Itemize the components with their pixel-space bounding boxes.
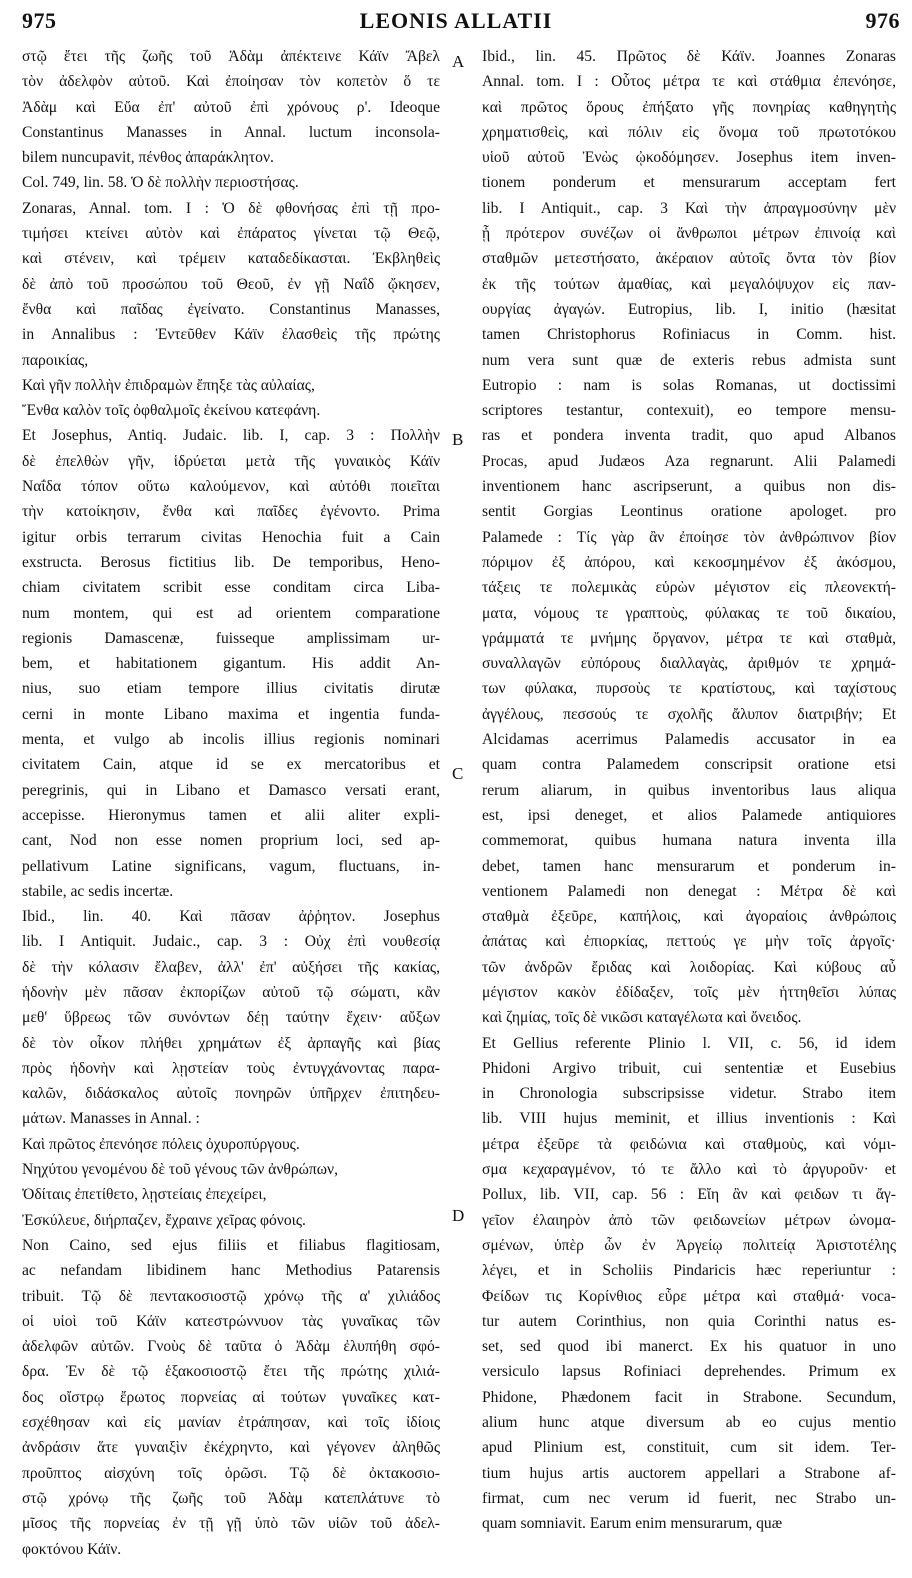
text-line: τιμήσει κτείνει αὐτὸν καὶ ἐπάρατος γίνεται τῷ Θεῷ, bbox=[22, 225, 440, 243]
text-line: σταθμῶν μετεστήσατο, ἀκέραιον αὐτοῖς ὄντα τὸν βίον bbox=[482, 250, 896, 268]
text-line: Ibid., lin. 40. Καὶ πᾶσαν ἀῤῥητον. Josephus bbox=[22, 908, 440, 926]
text-line: εσχέθησαν καὶ εἰς μανίαν ἐτράπησαν, καὶ τοῖς ἰδίοις bbox=[22, 1414, 440, 1432]
text-line: tamen Christophorus Rofiniacus in Comm. hist. bbox=[482, 326, 896, 344]
text-line: regionis Damascenæ, fuisseque amplissimam ur- bbox=[22, 629, 440, 647]
text-line: Καὶ γῆν πολλὴν ἐπιδραμὼν ἔπηξε τὰς αὐλαίας, bbox=[22, 376, 315, 394]
text-line: civitatem Cain, atque id se ex mercatoribus et bbox=[22, 756, 440, 774]
text-line: γεῖον ἐλαιηρὸν ἀπὸ τῶν φειδωνείων μέτρων ὠνομα- bbox=[482, 1211, 896, 1229]
text-line: bem, et habitationem gigantum. His addit An- bbox=[22, 655, 440, 673]
text-line: ματα, νόμους τε γραπτοὺς, φύλακας τε τοῦ δικαίου, bbox=[482, 604, 896, 622]
text-line: Φείδων τις Κορίνθιος εὗρε μέτρα καὶ σταθμά· voca- bbox=[482, 1287, 896, 1305]
text-line: δρα. Ἐν δὲ τῷ ἑξακοσιοστῷ ἔτει τῆς πρώτης χιλιά- bbox=[22, 1363, 440, 1381]
text-line: versiculo lapsus Rofiniaci deprehendes. Primum ex bbox=[482, 1363, 896, 1381]
text-line: num montem, qui est ad orientem comparatione bbox=[22, 604, 440, 622]
text-line: ἀνδράσιν ἅτε γυναιξὶν ἐκέχρηντο, καὶ γέγονεν ἀληθῶς bbox=[22, 1439, 440, 1457]
text-line: Ἀδὰμ καὶ Εὔα ἐπ' αὐτοῦ ἐπὶ χρόνους ρ'. Ideoque bbox=[22, 98, 440, 116]
text-line: bilem nuncupavit, πένθος ἀπαράκλητον. bbox=[22, 149, 274, 167]
text-line: πρὸς ἡδονὴν καὶ λῃστείαν τοὺς ἐντυγχάνοντας παρα- bbox=[22, 1059, 440, 1077]
text-line: cant, Nod non esse nomen proprium loci, sed ap- bbox=[22, 832, 440, 850]
text-line: των φύλακα, πυρσοὺς τε κρατίστους, καὶ ταχίστους bbox=[482, 680, 896, 698]
text-line: Alcidamas acerrimus Palamedis accusator in ea bbox=[482, 731, 896, 749]
text-line: set, sed quod ibi manerct. Ex his quatuor in uno bbox=[482, 1338, 896, 1356]
text-line: παροικίας, bbox=[22, 351, 89, 369]
text-line: Constantinus Manasses in Annal. luctum inconsola- bbox=[22, 123, 440, 141]
text-line: cerni in monte Libano maxima et ingentia funda- bbox=[22, 705, 440, 723]
page-number-left: 975 bbox=[22, 8, 57, 33]
text-line: sentit Gorgias Leontinus oratione apologet. pro bbox=[482, 503, 896, 521]
text-line: Zonaras, Annal. tom. I : Ὁ δὲ φθονήσας ἐπὶ τῇ προ- bbox=[22, 199, 440, 217]
text-line: pellativum Latine significans, vagum, fluctuans, in- bbox=[22, 857, 440, 875]
text-line: ἡδονὴν μὲν πᾶσαν ἐκπορίζων αὐτοῦ τῷ σώματι, κἂν bbox=[22, 983, 440, 1001]
right-column bbox=[482, 44, 896, 1537]
text-line: alium hunc atque diversum ab eo cujus mentio bbox=[482, 1414, 896, 1432]
text-line: φοκτόνου Κάϊν. bbox=[22, 1540, 122, 1558]
text-line: Ναΐδα τόπον οὕτω καλούμενον, καὶ αὐτόθι ποιεῖται bbox=[22, 478, 440, 496]
text-line: Καὶ πρῶτος ἐπενόησε πόλεις ὀχυροπύργους. bbox=[22, 1135, 300, 1153]
text-line: exstructa. Berosus fictitius lib. De temporibus, Heno- bbox=[22, 553, 440, 571]
text-line: δὲ ἀπὸ τοῦ προσώπου τοῦ Θεοῦ, ἐν γῇ Ναΐδ ᾤκησεν, bbox=[22, 275, 440, 293]
text-line: debet, tamen hanc mensurarum et ponderum in- bbox=[482, 857, 896, 875]
text-line: Col. 749, lin. 58. Ὁ δὲ πολλὴν περιοστήσας. bbox=[22, 174, 299, 192]
text-line: lib. VIII hujus meminit, et illius inventionis : Καὶ bbox=[482, 1110, 896, 1128]
text-line: ventionem Palamedi non denegat : Μέτρα δὲ καὶ bbox=[482, 882, 896, 900]
text-line: μεθ' ὕβρεως τῶν συνόντων δέῃ ταύτην ἔχειν· αὔξων bbox=[22, 1009, 440, 1027]
text-line: quam somniavit. Earum enim mensurarum, quæ bbox=[482, 1515, 783, 1533]
text-line: καλῶν, διδάσκαλος αὐτοῖς πονηρῶν ὑπῆρχεν ἐπιτηδευ- bbox=[22, 1085, 440, 1103]
text-line: λέγει, et in Scholiis Pindaricis hæc reperiuntur : bbox=[482, 1262, 896, 1280]
section-marker-a: A bbox=[452, 52, 465, 71]
text-line: Ibid., lin. 45. Πρῶτος δὲ Κάϊν. Joannes Zonaras bbox=[482, 48, 896, 65]
text-line: μάτων. Manasses in Annal. : bbox=[22, 1110, 200, 1128]
text-line: δος οἴστρῳ ἔρωτος πορνείας αἱ τούτων γυναῖκες κατ- bbox=[22, 1388, 440, 1406]
text-line: Non Caino, sed ejus filiis et filiabus flagitiosam, bbox=[22, 1236, 440, 1254]
text-line: υἱοῦ αὐτοῦ Ἐνὼς ᾠκοδόμησεν. Josephus item inven- bbox=[482, 149, 896, 167]
text-line: δὲ ἐπελθὼν γῆν, ἱδρύεται μετὰ τῆς γυναικὸς Κάϊν bbox=[22, 452, 440, 470]
text-line: στῷ ἔτει τῆς ζωῆς τοῦ Ἀδὰμ ἀπέκτεινε Κάϊν Ἄβελ bbox=[22, 48, 440, 65]
text-line: δὲ τὸν οἶκον πλήθει χρημάτων ἐξ ἁρπαγῆς καὶ βίας bbox=[22, 1034, 440, 1052]
text-line: καὶ στένειν, καὶ τρέμειν καταδεδίκασται. Ἐκβληθεὶς bbox=[22, 250, 440, 268]
text-line: in Chronologia subscripsisse videtur. Strabo item bbox=[482, 1085, 896, 1103]
text-line: σταθμὰ ἐξεῦρε, καπήλοις, καὶ ἀγοραίοις ἀνθρώποις bbox=[482, 908, 896, 926]
text-line: in Annalibus : Ἐντεῦθεν Κάϊν ἐλασθεὶς τῆς πρώτης bbox=[22, 326, 440, 344]
text-line: χρηματισθεὶς, καὶ πόλιν εἰς ὄνομα τοῦ πρωτοτόκου bbox=[482, 123, 896, 141]
text-line: Et Gellius referente Plinio l. VII, c. 56, id idem bbox=[482, 1034, 896, 1052]
text-line: stabile, ac sedis incertæ. bbox=[22, 882, 174, 900]
section-marker-d: D bbox=[452, 1206, 465, 1225]
text-line: firmat, cum nec verum id fuerit, nec Strabo un- bbox=[482, 1489, 896, 1507]
text-line: Νηχύτου γενομένου δὲ τοῦ γένους τῶν ἀνθρώπων, bbox=[22, 1161, 338, 1179]
text-line: nius, suo etiam tempore illius civitatis dirutæ bbox=[22, 680, 440, 698]
left-column bbox=[22, 44, 440, 1562]
text-line: lib. I Antiquit. Judaic., cap. 3 : Οὐχ ἐπὶ νουθεσίᾳ bbox=[22, 933, 440, 951]
text-line: μῖσος τῆς πορνείας ἐν τῇ γῇ ὑπὸ τῶν υἱῶν τοῦ ἀδελ- bbox=[22, 1515, 440, 1533]
text-line: καὶ ζημίας, τοῖς δὲ νικῶσι καταγέλωτα καὶ ὄνειδος. bbox=[482, 1009, 802, 1027]
text-line: apud Plinium est, constituit, cum sit idem. Ter- bbox=[482, 1439, 896, 1457]
text-line: Phidoni Argivo tribuit, cui sententiæ et Eusebius bbox=[482, 1059, 896, 1077]
text-line: οἱ υἱοὶ τοῦ Κάϊν κατεστρώννυον τὰς γυναῖκας τῶν bbox=[22, 1312, 440, 1330]
text-line: συναλλαγῶν εὐπόρους διαλλαγὰς, ἀριθμόν τε χρημά- bbox=[482, 655, 896, 673]
text-line: igitur orbis terrarum civitas Henochia fuit a Cain bbox=[22, 528, 440, 546]
text-line: τάξεις τε πολεμικὰς εὑρὼν μέγιστον εἰς πλεονεκτή- bbox=[482, 579, 896, 597]
text-line: Ὀδίταις ἐπετίθετο, λῃστείαις ἐπεχείρει, bbox=[22, 1186, 267, 1204]
text-line: γράμματά τε μνήμης ὄργανον, μέτρα τε καὶ σταθμὰ, bbox=[482, 629, 896, 647]
text-line: μέγιστον κακὸν ἐδίδαξεν, τοῖς μὲν ἡττηθεῖσι λύπας bbox=[482, 983, 896, 1001]
text-line: δὲ τὴν κόλασιν ἔλαβεν, ἀλλ' ἐπ' αὐξήσει τῆς κακίας, bbox=[22, 958, 440, 976]
text-line: ουργίας ἀγαγών. Eutropius, lib. I, initio (hæsitat bbox=[482, 300, 896, 318]
text-line: ac nefandam libidinem hanc Methodius Patarensis bbox=[22, 1262, 440, 1280]
text-line: στῷ χρόνῳ τῆς ζωῆς τοῦ Ἀδὰμ κατεπλάτυνε τὸ bbox=[22, 1489, 440, 1507]
text-line: καὶ πρῶτος ὅρους ἐπήξατο γῆς πονηρίας καθηγητὴς bbox=[482, 98, 896, 116]
text-line: πόριμον ἐξ ἀπόρου, καὶ κεκοσμημένον ἐξ ἀκόσμου, bbox=[482, 553, 896, 571]
text-line: tribuit. Τῷ δὲ πεντακοσιοστῷ χρόνῳ τῆς α' χιλιάδος bbox=[22, 1287, 440, 1305]
section-marker-c: C bbox=[452, 764, 464, 783]
text-line: τῶν ἀνδρῶν ἔριδας καὶ λοιδορίας. Καὶ κύβους αὖ bbox=[482, 958, 896, 976]
text-line: μέτρα ἐξεῦρε τὰ φειδώνια καὶ σταθμοὺς, καὶ νόμι- bbox=[482, 1135, 896, 1153]
text-line: ἀδελφῶν αὐτῶν. Γνοὺς δὲ ταῦτα ὁ Ἀδὰμ ἐλυπήθη σφό- bbox=[22, 1338, 440, 1356]
page-header bbox=[0, 0, 912, 40]
text-line: tionem ponderum et mensurarum acceptam fert bbox=[482, 174, 896, 192]
section-marker-b: B bbox=[452, 430, 464, 449]
running-title: LEONIS ALLATII bbox=[359, 8, 553, 33]
page-number-right: 976 bbox=[865, 8, 900, 33]
text-line: Eutropio : nam is solas Romanas, ut doctissimi bbox=[482, 376, 896, 394]
text-line: τὸν ἀδελφὸν αὐτοῦ. Καὶ ἐποίησαν τὸν κοπετὸν ὅ τε bbox=[22, 73, 440, 91]
text-line: accepisse. Hieronymus tamen et alii aliter expli- bbox=[22, 806, 440, 824]
text-line: ἀπάτας καὶ ἐπιορκίας, πεττούς γε μὴν τοῖς ἀργοῖς· bbox=[482, 933, 896, 951]
text-line: ἔνθα καὶ παῖδας ἐγείνατο. Constantinus Manasses, bbox=[22, 300, 440, 318]
text-line: menta, et vulgo ab incolis illius regionis nominari bbox=[22, 731, 440, 749]
text-line: ras et pondera inventa tradit, quo apud Albanos bbox=[482, 427, 896, 445]
text-line: Annal. tom. I : Οὗτος μέτρα τε καὶ στάθμια ἐπενόησε, bbox=[482, 73, 896, 91]
text-line: προῦπτος αἰσχύνη τοῖς ὁρῶσι. Τῷ δὲ ὀκτακοσιο- bbox=[22, 1464, 440, 1482]
text-line: inventionem hanc ascripserunt, a quibus non dis- bbox=[482, 478, 896, 496]
text-line: tium hujus artis auctorem appellari a Strabone af- bbox=[482, 1464, 896, 1482]
text-line: Phidone, Phædonem facit in Strabone. Secundum, bbox=[482, 1388, 896, 1406]
text-line: ἐκ τῆς τούτων ἀμαθίας, καὶ μεγαλόψυχον εἰς παν- bbox=[482, 275, 896, 293]
text-line: Palamede : Τίς γὰρ ἂν ἐποίησε τὸν ἀνθρώπινον βίον bbox=[482, 528, 896, 546]
text-line: num vera sunt quæ de exteris rebus admista sunt bbox=[482, 351, 896, 369]
text-line: Ἐσκύλευε, διήρπαζεν, ἔχραινε χεῖρας φόνοις. bbox=[22, 1211, 306, 1229]
text-line: Procas, apud Judæos Aza regnarunt. Alii Palamedi bbox=[482, 452, 896, 470]
text-line: tur autem Corinthius, non quia Corinthi natus es- bbox=[482, 1312, 896, 1330]
text-line: commemorat, quibus humana natura inventa illa bbox=[482, 832, 896, 850]
text-line: σμα κεχαραγμένον, τό τε ἄλλο καὶ τὸ ἀργυροῦν· et bbox=[482, 1161, 896, 1179]
text-line: Et Josephus, Antiq. Judaic. lib. I, cap. 3 : Πολλὴν bbox=[22, 427, 440, 445]
text-line: Pollux, lib. VII, cap. 56 : Εἴη ἂν καὶ φειδων τι ἄγ- bbox=[482, 1186, 896, 1204]
text-line: lib. I Antiquit., cap. 3 Καὶ τὴν ἀπραγμοσύνην μὲν bbox=[482, 199, 896, 217]
text-line: est, ipsi deneget, et alios Palamede antiquiores bbox=[482, 806, 896, 824]
text-line: chiam civitatem scribit esse conditam circa Liba- bbox=[22, 579, 440, 597]
text-line: ᾗ πρότερον συνέζων οἱ ἄνθρωποι μέτρων ἐπινοίᾳ καὶ bbox=[482, 225, 896, 243]
text-line: σμένων, ὑπὲρ ὧν ἐν Ἀργείῳ πολιτείᾳ Ἀριστοτέλης bbox=[482, 1236, 896, 1254]
text-line: ἀγγέλους, πεσσούς τε σχολῆς ἄλυπον διατριβήν; Et bbox=[482, 705, 896, 723]
text-line: Ἔνθα καλὸν τοῖς ὀφθαλμοῖς ἐκείνου κατεφάνη. bbox=[22, 402, 321, 420]
text-line: peregrinis, qui in Libano et Damasco versati erant, bbox=[22, 781, 440, 799]
text-line: rerum aliarum, in quibus inventoribus laus aliqua bbox=[482, 781, 896, 799]
text-line: scriptores testantur, contexuit), eo tempore mensu- bbox=[482, 402, 896, 420]
text-line: τὴν κατοίκησιν, ἔνθα καὶ παῖδες ἐγένοντο. Prima bbox=[22, 503, 440, 521]
text-line: quam contra Palamedem conscripsit oratione etsi bbox=[482, 756, 896, 774]
